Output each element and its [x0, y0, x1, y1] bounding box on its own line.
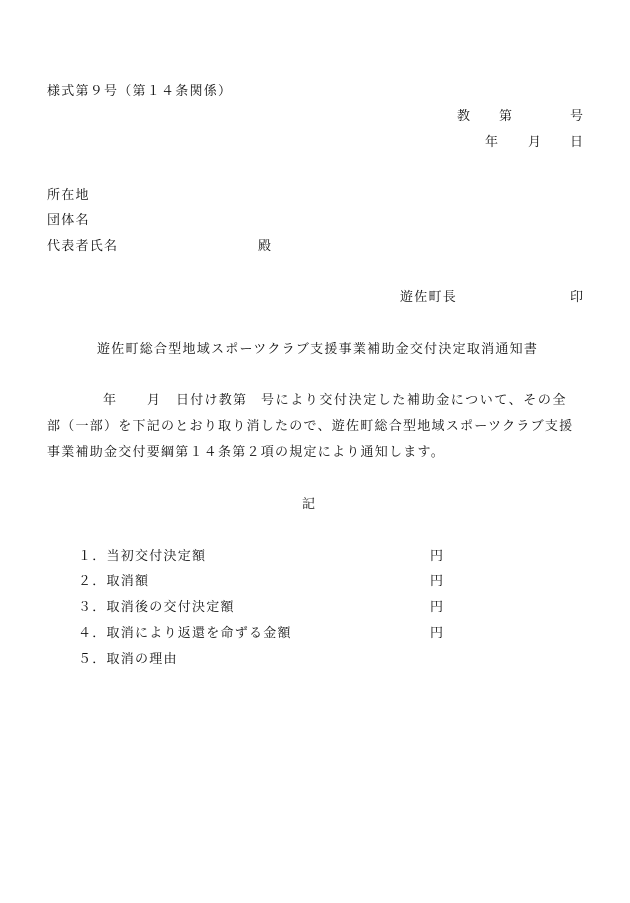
doc-number-suffix: 号 — [570, 109, 585, 124]
representative-label: 代表者氏名 — [47, 239, 119, 254]
issuer-title: 遊佐町長 — [400, 290, 458, 305]
item-label: ５．取消の理由 — [78, 652, 178, 667]
item-label: ２．取消額 — [78, 574, 150, 589]
body-line2: 部（一部）を下記のとおり取り消したので、遊佐町総合型地域スポーツクラブ支援 — [47, 419, 574, 434]
doc-number-mid: 第 — [499, 109, 514, 124]
date-month: 月 — [528, 135, 543, 150]
seal-mark: 印 — [570, 290, 585, 305]
ki-heading: 記 — [302, 497, 317, 512]
document-title: 遊佐町総合型地域スポーツクラブ支援事業補助金交付決定取消通知書 — [97, 342, 539, 357]
organization-label: 団体名 — [47, 213, 90, 228]
honorific: 殿 — [258, 239, 273, 254]
body-month: 月 — [147, 393, 162, 408]
body-year: 年 — [103, 393, 118, 408]
body-line3: 事業補助金交付要綱第１４条第２項の規定により通知します。 — [47, 445, 445, 460]
item-unit: 円 — [430, 574, 445, 589]
item-unit: 円 — [430, 600, 445, 615]
item-label: ３．取消後の交付決定額 — [78, 600, 235, 615]
body-day-ref: 日付け教第 — [176, 393, 248, 408]
item-label: ４．取消により返還を命ずる金額 — [78, 626, 292, 641]
item-unit: 円 — [430, 626, 445, 641]
address-label: 所在地 — [47, 188, 90, 203]
date-year: 年 — [485, 135, 500, 150]
date-day: 日 — [570, 135, 585, 150]
item-label: １．当初交付決定額 — [78, 549, 207, 564]
item-unit: 円 — [430, 549, 445, 564]
doc-number-prefix: 教 — [457, 109, 472, 124]
form-number: 様式第９号（第１４条関係） — [47, 84, 233, 99]
body-line1-rest: 号により交付決定した補助金について、その全 — [261, 393, 568, 408]
